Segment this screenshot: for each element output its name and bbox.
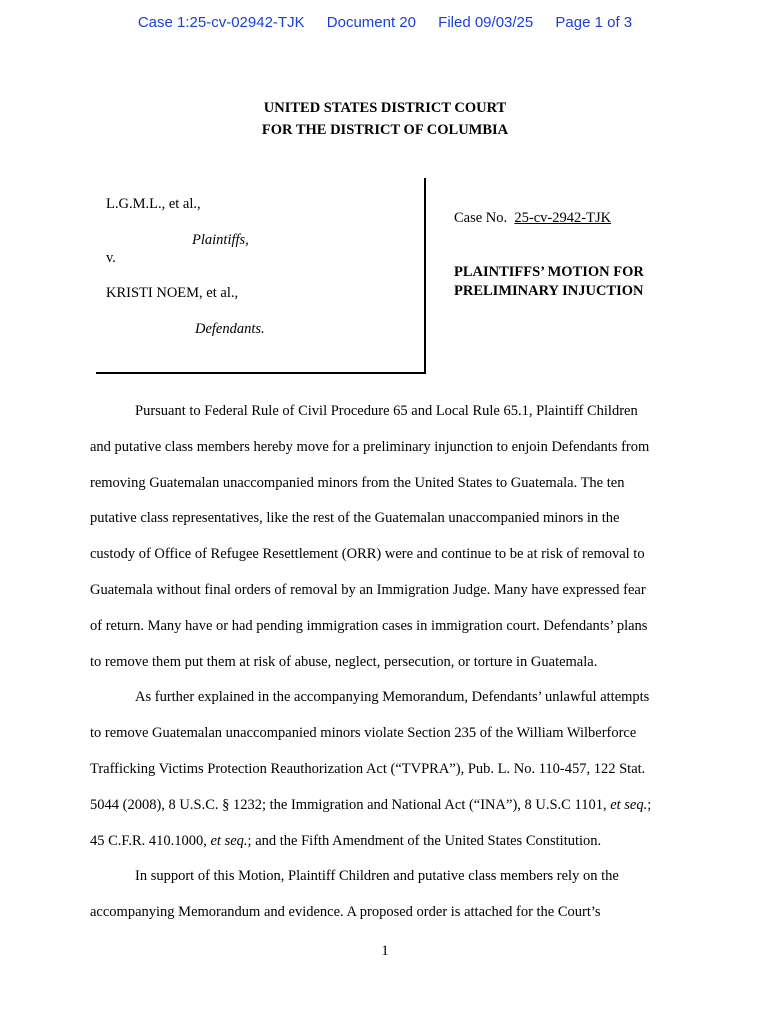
body-line: custody of Office of Refugee Resettlement (ORR) were and continue to be at risk of removal to [90,546,645,563]
motion-title-line-1: PLAINTIFFS’ MOTION FOR [454,264,644,280]
case-caption-parties [96,178,426,374]
ecf-case-number: Case 1:25-cv-02942-TJK [137,14,305,31]
body-line: and putative class members hereby move for a preliminary injunction to enjoin Defendants from [90,438,650,455]
body-line: Trafficking Victims Protection Reauthorization Act (“TVPRA”), Pub. L. No. 110-457, 122 Stat. [90,760,646,777]
ecf-filed-date: Filed 09/03/25 [438,14,534,31]
paragraph-3 [90,859,690,931]
page-number: 1 [381,943,389,959]
motion-title-line-2: PRELIMINARY INJUCTION [454,283,644,299]
body-text-segment: 45 C.F.R. 410.1000, [90,832,211,849]
body-line: Guatemala without final orders of removal by an Immigration Judge. Many have expressed fear [90,581,646,598]
paragraph-1 [90,394,690,680]
ecf-page-count: Page 1 of 3 [555,14,633,31]
body-line [90,824,690,860]
case-number-value: 25-cv-2942-TJK [514,210,612,226]
paragraph-2 [90,680,690,859]
body-line: As further explained in the accompanying Memorandum, Defendants’ unlawful attempts [135,689,650,706]
court-district: FOR THE DISTRICT OF COLUMBIA [261,122,509,138]
body-line: In support of this Motion, Plaintiff Children and putative class members rely on the [135,868,619,885]
court-name: UNITED STATES DISTRICT COURT [263,100,507,116]
motion-title [454,263,644,301]
motion-body [90,394,690,931]
defendants-role: Defendants. [195,321,265,337]
body-line: of return. Many have or had pending immigration cases in immigration court. Defendants’ plans [90,617,648,634]
body-text-italic: et seq. [210,832,248,849]
case-number-label: Case No. [454,210,508,226]
body-line: putative class representatives, like the rest of the Guatemalan unaccompanied minors in the [90,510,620,527]
body-line [90,788,690,824]
ecf-document-number: Document 20 [326,14,416,31]
defendants-name: KRISTI NOEM, et al., [106,285,239,301]
body-line: to remove Guatemalan unaccompanied minors violate Section 235 of the William Wilberforce [90,725,637,742]
plaintiffs-name: L.G.M.L., et al., [106,196,201,212]
ecf-header [0,14,770,31]
versus-label: v. [106,250,116,266]
court-heading [0,97,770,141]
body-line: removing Guatemalan unaccompanied minors from the United States to Guatemala. The ten [90,474,625,491]
body-line: Pursuant to Federal Rule of Civil Procedure 65 and Local Rule 65.1, Plaintiff Children [135,403,638,419]
body-line: accompanying Memorandum and evidence. A proposed order is attached for the Court’s [90,904,601,921]
case-number [454,210,611,227]
body-text-segment: ; [647,796,652,813]
plaintiffs-role: Plaintiffs, [192,232,249,248]
body-text-segment: 5044 (2008), 8 U.S.C. § 1232; the Immigration and National Act (“INA”), 8 U.S.C 1101, [90,796,611,813]
body-line: to remove them put them at risk of abuse, neglect, persecution, or torture in Guatemala. [90,653,598,670]
body-text-segment: ; and the Fifth Amendment of the United States Constitution. [247,832,602,849]
body-text-italic: et seq. [610,796,648,813]
